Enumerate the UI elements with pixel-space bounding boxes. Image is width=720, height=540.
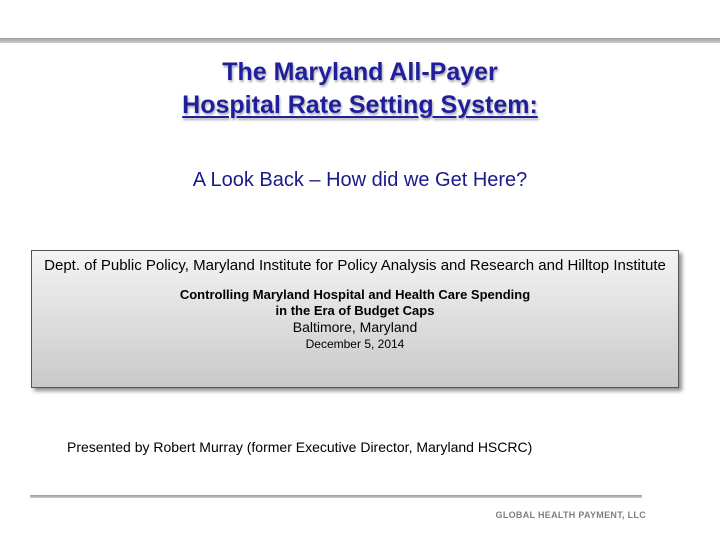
bottom-divider bbox=[30, 495, 642, 498]
title-line-1: The Maryland All-Payer bbox=[222, 58, 498, 86]
footer-brand: GLOBAL HEALTH PAYMENT, LLC bbox=[495, 510, 646, 520]
slide-title bbox=[0, 56, 720, 122]
slide-subtitle: A Look Back – How did we Get Here? bbox=[192, 169, 528, 191]
conference-title-line-1: Controlling Maryland Hospital and Health Care Spending bbox=[179, 287, 531, 302]
top-divider bbox=[0, 38, 720, 43]
title-line-2: Hospital Rate Setting System: bbox=[182, 91, 538, 119]
conference-title-line-2: in the Era of Budget Caps bbox=[275, 303, 435, 318]
event-date: December 5, 2014 bbox=[305, 337, 405, 351]
department-text: Dept. of Public Policy, Maryland Institute for Policy Analysis and Research and Hilltop Institute bbox=[44, 257, 666, 274]
event-location: Baltimore, Maryland bbox=[292, 319, 418, 335]
presenter-credit: Presented by Robert Murray (former Executive Director, Maryland HSCRC) bbox=[67, 439, 533, 455]
event-info-box bbox=[31, 250, 679, 388]
